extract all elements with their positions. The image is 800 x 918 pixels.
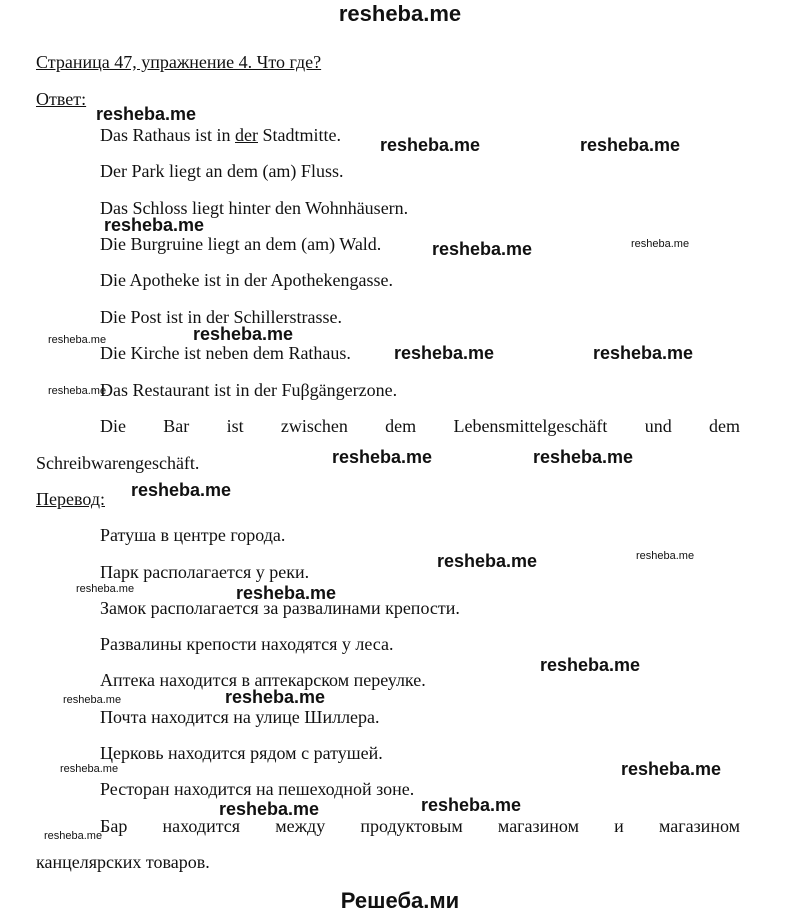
answer-line: Das Restaurant ist in der Fuβgängerzone. [100, 380, 398, 400]
watermark: resheba.me [631, 238, 690, 250]
watermark: resheba.me [48, 334, 107, 346]
watermark: resheba.me [432, 239, 533, 259]
translation-line: Ратуша в центре города. [100, 525, 286, 545]
watermark: resheba.me [44, 830, 103, 842]
answer-line-justified: Die Bar ist zwischen dem Lebensmittelgeschäft und dem [100, 416, 740, 436]
watermark: resheba.me [193, 324, 294, 344]
answer-line: Die Post ist in der Schillerstrasse. [100, 307, 342, 327]
answer-line [100, 124, 341, 146]
translation-line: канцелярских товаров. [36, 852, 210, 872]
answer-line: Das Schloss liegt hinter den Wohnhäusern. [100, 198, 409, 218]
watermark: resheba.me [219, 799, 320, 819]
answer-line: Die Burgruine liegt an dem (am) Wald. [100, 234, 382, 254]
watermark: resheba.me [48, 385, 107, 397]
translation-line: Церковь находится рядом с ратушей. [100, 743, 383, 763]
answer-line: Schreibwarengeschäft. [36, 453, 200, 473]
answer-text: Stadtmitte. [257, 125, 341, 145]
watermark: resheba.me [437, 551, 538, 571]
watermark: resheba.me [236, 583, 337, 603]
watermark: resheba.me [636, 550, 695, 562]
watermark: resheba.me [60, 763, 119, 775]
site-title: resheba.me [338, 1, 462, 26]
watermark: resheba.me [421, 795, 522, 815]
watermark: resheba.me [380, 135, 481, 155]
task-heading: Страница 47, упражнение 4. Что где? [36, 52, 322, 72]
translation-label: Перевод: [36, 489, 105, 509]
watermark: resheba.me [225, 687, 326, 707]
watermark: resheba.me [533, 447, 634, 467]
answer-line: Die Kirche ist neben dem Rathaus. [100, 343, 351, 363]
translation-line: Замок располагается за развалинами крепости. [100, 598, 460, 618]
translation-line: Ресторан находится на пешеходной зоне. [100, 779, 415, 799]
answer-text: Das Rathaus ist in [100, 125, 235, 145]
translation-line: Развалины крепости находятся у леса. [100, 634, 394, 654]
answer-line: Der Park liegt an dem (am) Fluss. [100, 161, 344, 181]
footer-title: Решеба.ми [340, 888, 460, 913]
translation-line: Аптека находится в аптекарском переулке. [100, 670, 426, 690]
translation-line: Парк располагается у реки. [100, 562, 310, 582]
watermark: resheba.me [593, 343, 694, 363]
answer-line: Die Apotheke ist in der Apothekengasse. [100, 270, 393, 290]
watermark: resheba.me [96, 104, 197, 124]
watermark: resheba.me [63, 694, 122, 706]
translation-line: Почта находится на улице Шиллера. [100, 707, 380, 727]
watermark: resheba.me [580, 135, 681, 155]
translation-line-justified: Бар находится между продуктовым магазином и магазином [100, 816, 740, 836]
watermark: resheba.me [76, 583, 135, 595]
watermark: resheba.me [104, 215, 205, 235]
answer-label: Ответ: [36, 89, 87, 109]
watermark: resheba.me [394, 343, 495, 363]
watermark: resheba.me [540, 655, 641, 675]
watermark: resheba.me [332, 447, 433, 467]
underlined-article: der [235, 125, 258, 145]
watermark: resheba.me [621, 759, 722, 779]
watermark: resheba.me [131, 480, 232, 500]
